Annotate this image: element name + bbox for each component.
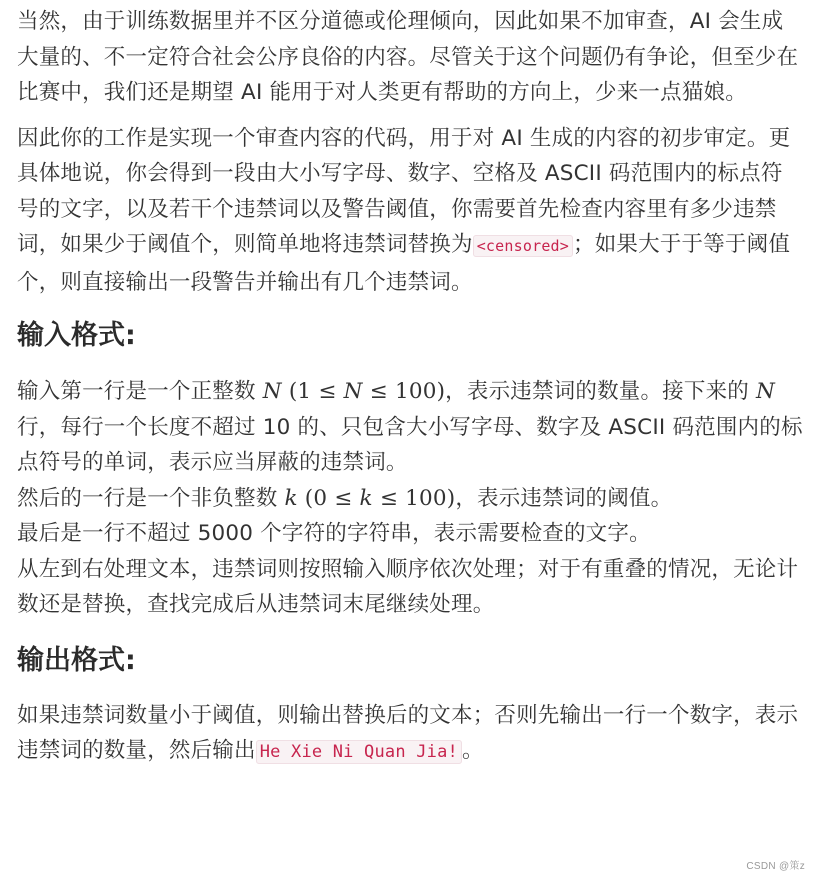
k-range: (0 ≤ k ≤ 100) [304, 485, 456, 511]
output-format-heading: 输出格式: [17, 644, 136, 676]
input-line-1-text: 输入第一行是一个正整数 [17, 379, 256, 404]
n-range: (1 ≤ N ≤ 100) [288, 379, 446, 404]
input-line-2-tail: ，表示违禁词的阈值。 [455, 485, 673, 511]
input-line-3: 最后是一行不超过 5000 个字符的字符串，表示需要检查的文字。 [17, 521, 651, 546]
output-format-body [17, 698, 803, 771]
intro-paragraph-2-text: 因此你的工作是实现一个审查内容的代码，用于对 AI 生成的内容的初步审定。更具体地说，你会得到一段由大小写字母、数字、空格及 ASCII 码范围内的标点符号的文字，以及若干个违禁词以及警告阈值，你需要首先检查内容里有多少违禁词，如果少于阈值个，则简单地将违禁词替换为 [17, 125, 791, 257]
intro-paragraph-2 [17, 121, 803, 301]
warning-code: He Xie Ni Quan Jia! [256, 740, 462, 764]
input-format-heading: 输入格式: [17, 320, 136, 351]
problem-statement [17, 4, 803, 771]
intro-paragraph-1: 当然，由于训练数据里并不区分道德或伦理倾向，因此如果不加审查，AI 会生成大量的、不一定符合社会公序良俗的内容。尽管关于这个问题仍有争论，但至少在比赛中，我们还是期望 AI 能用于对人类更有帮助的方向上，少来一点猫娘。 [17, 9, 799, 105]
n-variable: N [262, 379, 282, 404]
n-variable-2: N [756, 379, 776, 404]
input-line-2-text: 然后的一行是一个非负整数 [17, 485, 278, 511]
output-text-tail: 。 [461, 738, 484, 763]
input-line-1-tail-2: 行，每行一个长度不超过 10 的、只包含大小写字母、数字及 ASCII 码范围内的标点符号的单词，表示应当屏蔽的违禁词。 [17, 414, 803, 475]
input-line-1-tail: ，表示违禁词的数量。接下来的 [445, 379, 749, 404]
intro-paragraph-2-tail: ；如果大于于等于阈值个，则直接输出一段警告并输出有几个违禁词。 [17, 232, 791, 295]
output-text: 如果违禁词数量小于阈值，则输出替换后的文本；否则先输出一行一个数字，表示违禁词的数量，然后输出 [17, 702, 799, 763]
input-line-4: 从左到右处理文本，违禁词则按照输入顺序依次处理；对于有重叠的情况，无论计数还是替换，查找完成后从违禁词末尾继续处理。 [17, 556, 799, 617]
input-format-body [17, 374, 803, 623]
censored-code: <censored> [473, 235, 573, 257]
k-variable: k [284, 485, 298, 511]
csdn-watermark: CSDN @策z [746, 861, 805, 872]
